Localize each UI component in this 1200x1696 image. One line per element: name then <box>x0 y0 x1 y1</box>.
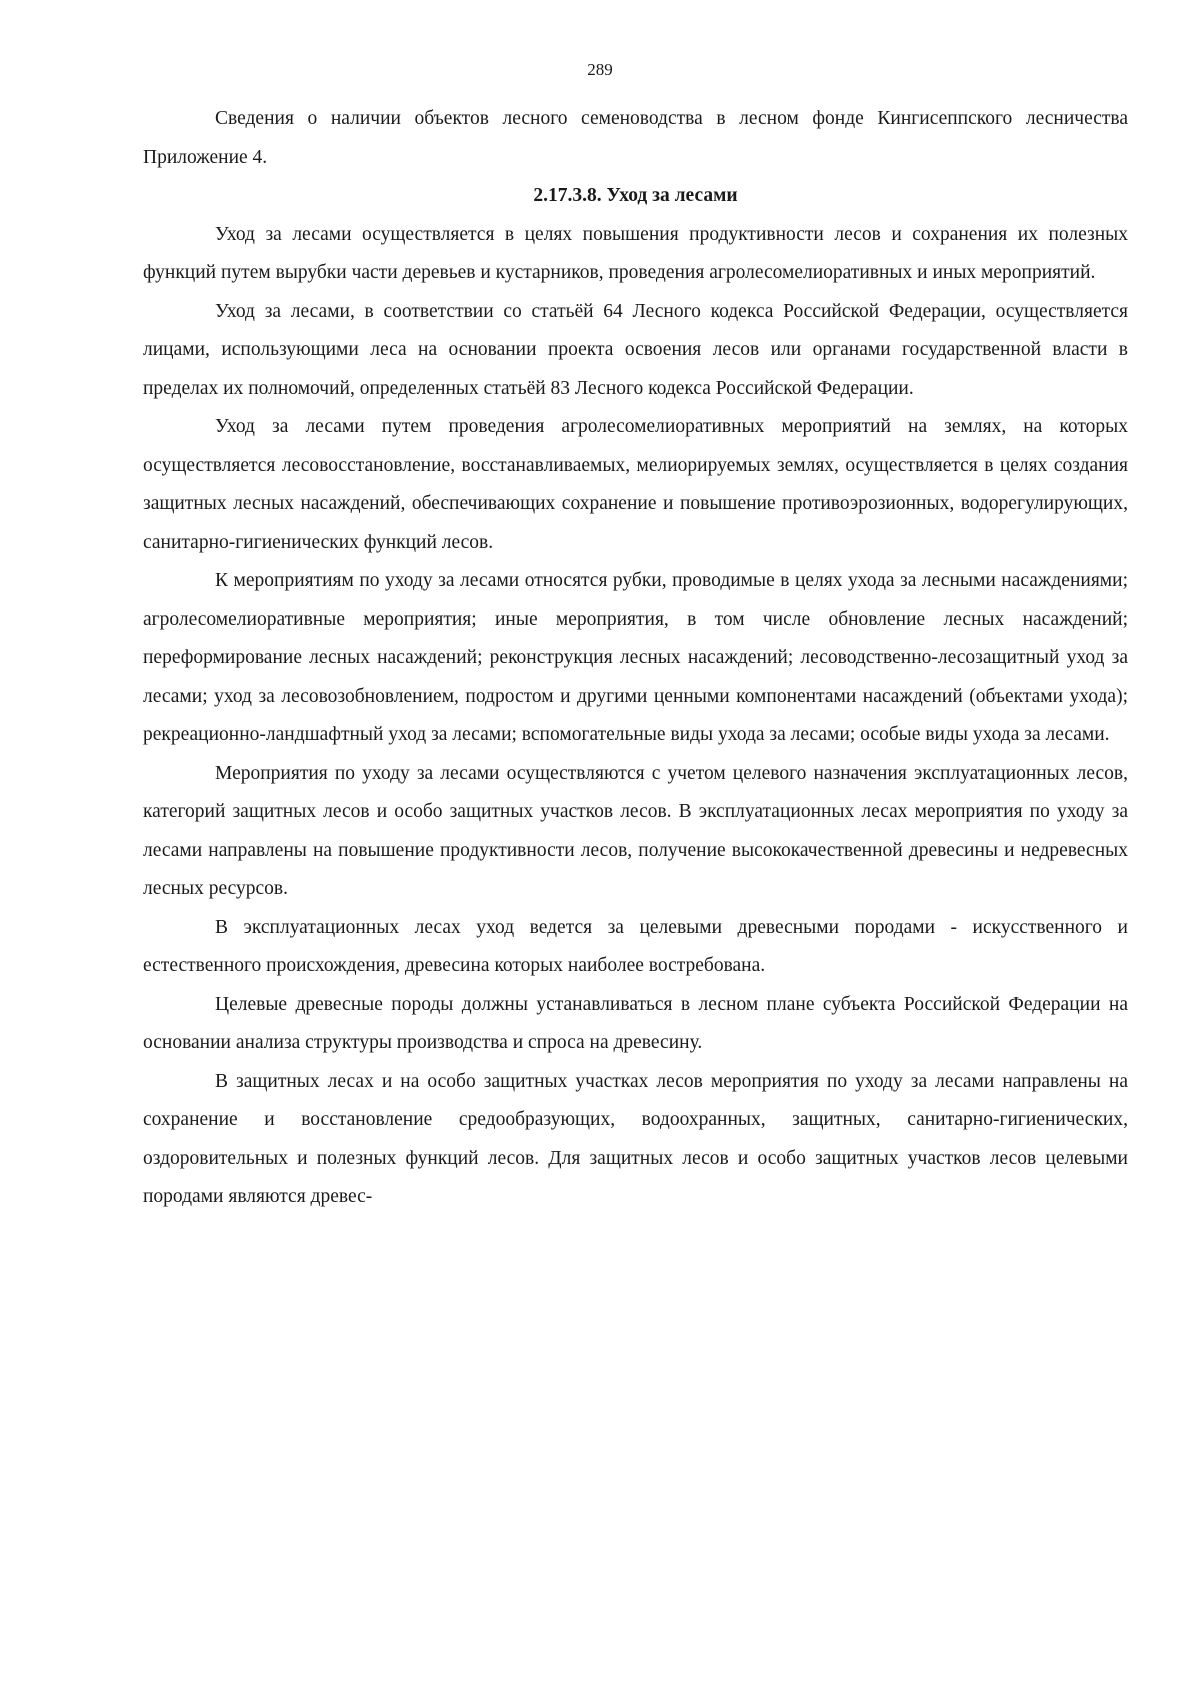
paragraph: К мероприятиям по уходу за лесами относятся рубки, проводимые в целях ухода за лесными насаждениями; агролесомелиоративные мероприятия; иные мероприятия, в том числе обновление лесных насаждений; переформирование лесных насаждений; реконструкция лесных насаждений; лесоводственно-лесозащитный уход за лесами; уход за лесовозобновлением, подростом и другими ценными компонентами насаждений (объектами ухода); рекреационно-ландшафтный уход за лесами; вспомогательные виды ухода за лесами; особые виды ухода за лесами. <box>143 570 1128 745</box>
paragraph: Целевые древесные породы должны устанавливаться в лесном плане субъекта Российской Федерации на основании анализа структуры производства и спроса на древесину. <box>143 993 1128 1053</box>
section-heading: 2.17.3.8. Уход за лесами <box>533 185 738 206</box>
paragraph: В эксплуатационных лесах уход ведется за целевыми древесными породами - искусственного и естественного происхождения, древесина которых наиболее востребована. <box>143 916 1128 976</box>
paragraph: Уход за лесами осуществляется в целях повышения продуктивности лесов и сохранения их полезных функций путем вырубки части деревьев и кустарников, проведения агролесомелиоративных и иных мероприятий. <box>143 223 1128 283</box>
document-body <box>143 100 1128 1217</box>
paragraph: В защитных лесах и на особо защитных участках лесов мероприятия по уходу за лесами направлены на сохранение и восстановление средообразующих, водоохранных, защитных, санитарно-гигиенических, оздоровительных и полезных функций лесов. Для защитных лесов и особо защитных участков лесов целевыми породами являются древес- <box>143 1070 1128 1207</box>
page-number: 289 <box>587 60 613 79</box>
paragraph: Уход за лесами, в соответствии со статьёй 64 Лесного кодекса Российской Федерации, осуществляется лицами, использующими леса на основании проекта освоения лесов или органами государственной власти в пределах их полномочий, определенных статьёй 83 Лесного кодекса Российской Федерации. <box>143 300 1128 399</box>
paragraph: Уход за лесами путем проведения агролесомелиоративных мероприятий на землях, на которых осуществляется лесовосстановление, восстанавливаемых, мелиорируемых землях, осуществляется в целях создания защитных лесных насаждений, обеспечивающих сохранение и повышение противоэрозионных, водорегулирующих, санитарно-гигиенических функций лесов. <box>143 416 1128 553</box>
paragraph-appendix-reference: Сведения о наличии объектов лесного семеноводства в лесном фонде Кингисеппского лесничества Приложение 4. <box>143 108 1128 168</box>
paragraph: Мероприятия по уходу за лесами осуществляются с учетом целевого назначения эксплуатационных лесов, категорий защитных лесов и особо защитных участков лесов. В эксплуатационных лесах мероприятия по уходу за лесами направлены на повышение продуктивности лесов, получение высококачественной древесины и недревесных лесных ресурсов. <box>143 762 1128 899</box>
